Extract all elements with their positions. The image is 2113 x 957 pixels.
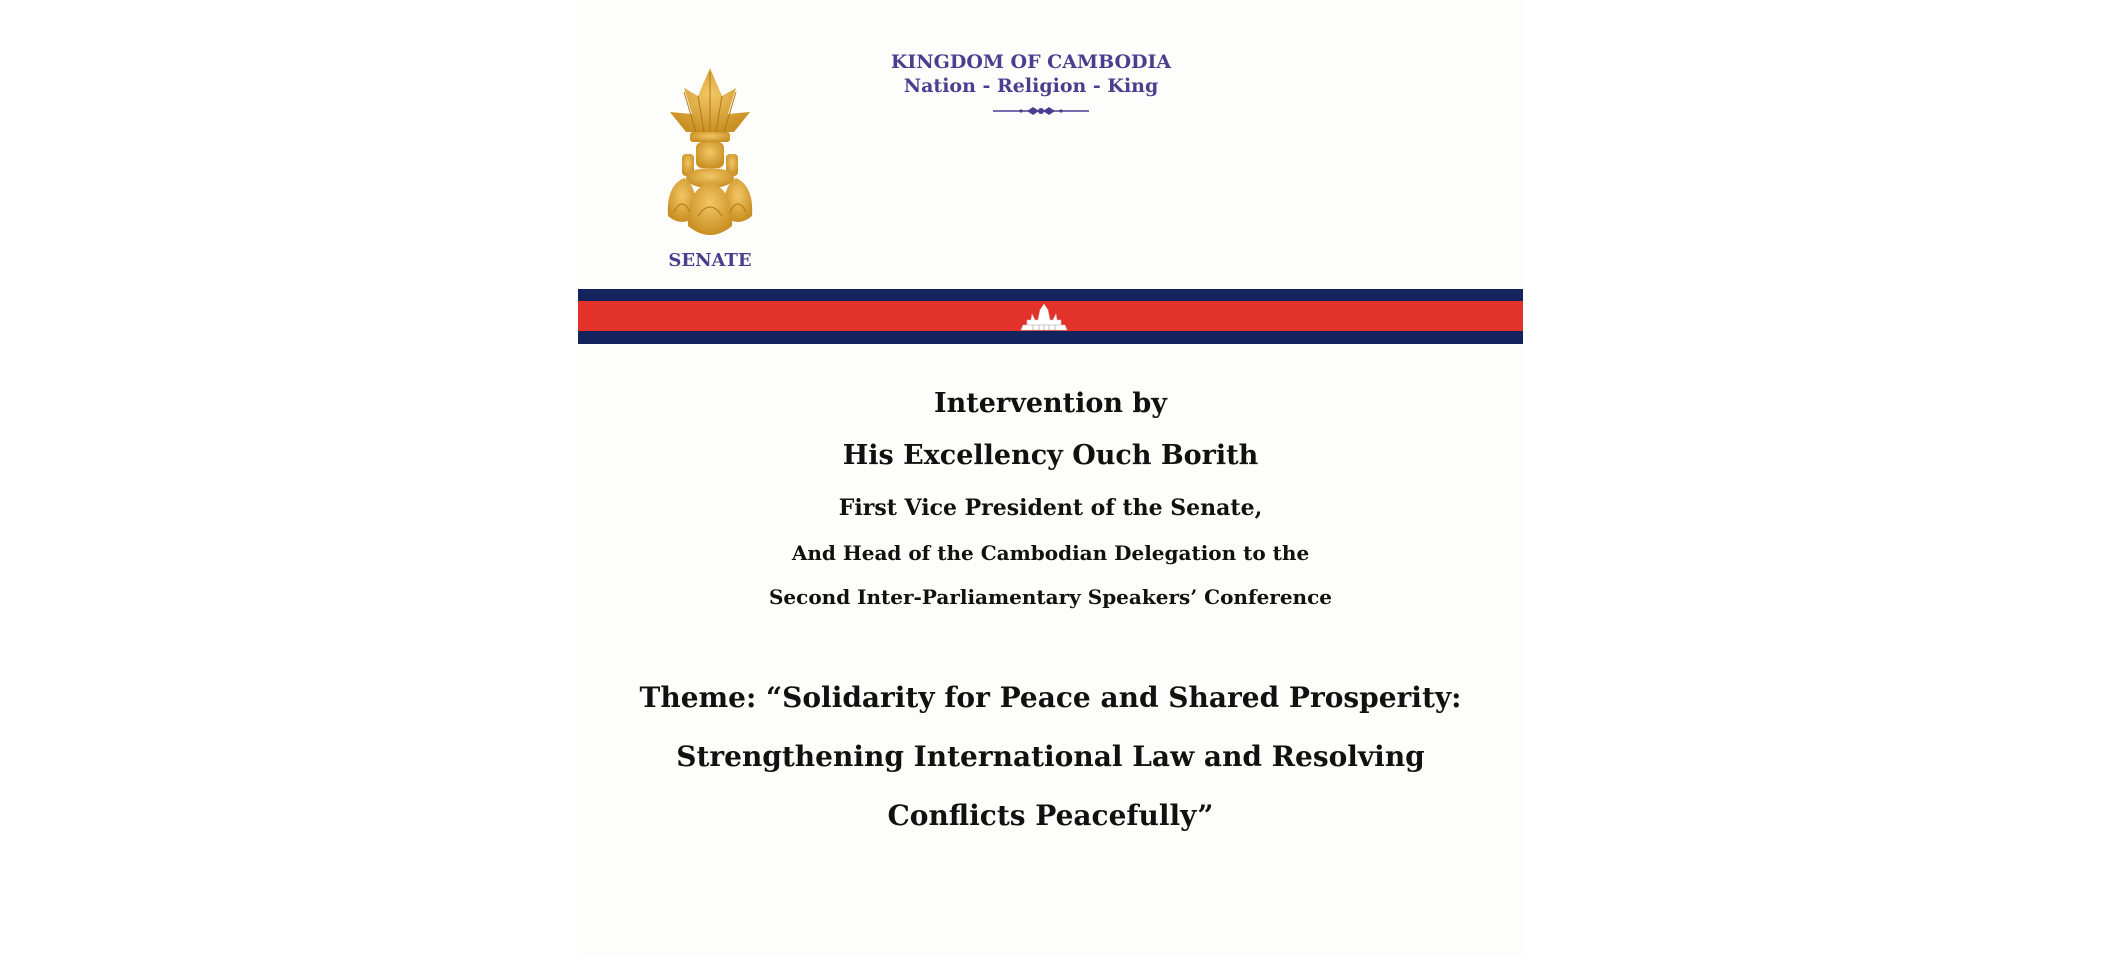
flag-blue-stripe-bottom [578, 331, 1523, 344]
conference-theme: Theme: “Solidarity for Peace and Shared Prosperity: Strengthening International Law and Resolving Conflicts Peacefully” [639, 681, 1462, 832]
speaker-name: His Excellency Ouch Borith [842, 440, 1259, 471]
intervention-heading: Intervention by [934, 388, 1167, 419]
royal-emblem-icon [662, 66, 758, 242]
national-motto: Nation - Religion - King [903, 75, 1159, 97]
kingdom-title: KINGDOM OF CAMBODIA [890, 51, 1172, 73]
conference-name: Second Inter-Parliamentary Speakers’ Conference [768, 585, 1333, 609]
speaker-position: First Vice President of the Senate, [838, 495, 1263, 521]
senate-label: SENATE [668, 250, 752, 271]
cambodian-flag-banner [578, 289, 1523, 344]
delegation-line: And Head of the Cambodian Delegation to the [791, 541, 1310, 565]
ornament-divider-icon [993, 104, 1089, 118]
flag-blue-stripe-top [578, 289, 1523, 301]
kingdom-header [861, 50, 1201, 98]
angkor-wat-icon [1019, 304, 1069, 331]
document-page [578, 0, 1523, 957]
